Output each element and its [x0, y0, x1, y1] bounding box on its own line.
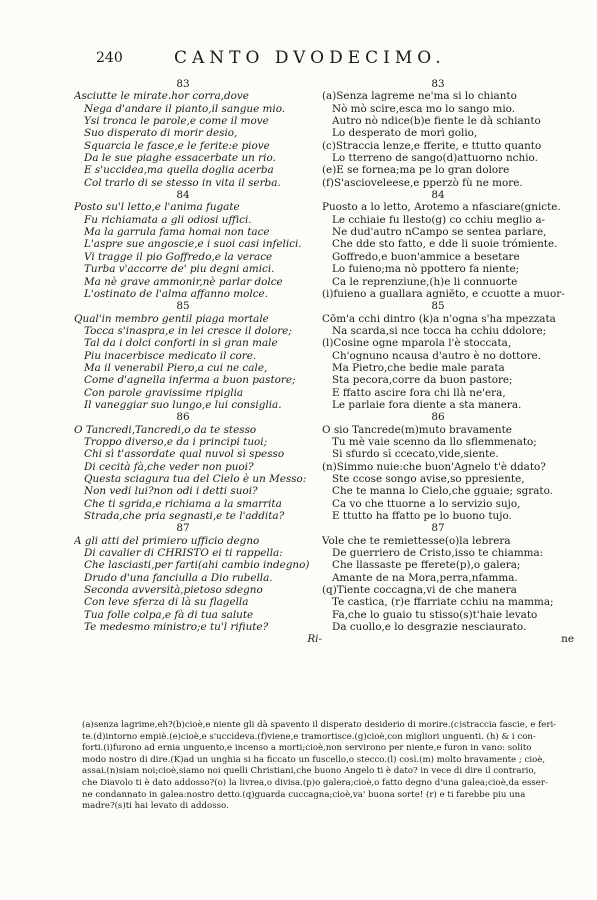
verse-line: Da cuollo,e lo desgrazie nesciaurato.	[332, 621, 527, 634]
verse-line: L'aspre sue angoscie,e i suoi casi infelici.	[84, 238, 302, 251]
stanza-number: 87	[176, 522, 190, 535]
verse-line: Vi tragge il pio Goffredo,e la verace	[84, 250, 273, 263]
verse-line: Chi sì t'assordate qual nuvol sì spesso	[84, 448, 285, 461]
verse-line: Strada,che pria segnasti,e te l'addita?	[84, 510, 285, 523]
catchword: ne	[561, 633, 574, 646]
footnote-line: (a)senza lagrime,eh?(b)cioè,e niente gli dà spavento il disperato desiderio di morire.(c)stracciа fascie, e feri-	[82, 720, 557, 730]
verse-line: Di cecità fà,che veder non puoi?	[84, 460, 254, 473]
verse-line: Ma Pietro,che bedie male parata	[332, 361, 505, 374]
verse-line: Ste ccose songo avise,so ppresiente,	[332, 473, 525, 485]
verse-line: Di cavalier di CHRISTO ei ti rappella:	[84, 547, 283, 560]
verse-line: Che lasciasti,per farti(ahi cambio indegno)	[84, 559, 310, 572]
footnote-line: assai.(n)siam noi;cioè,siamo noi quelli Christiani,che buono Angelo ti è dato? in vece di dire il contrario,	[82, 766, 537, 777]
stanza-number: 85	[431, 300, 445, 313]
running-header	[96, 48, 516, 70]
verse-line: Con parole gravissime ripiglia	[84, 386, 244, 399]
verse-line: Fu richiamata a gli odiosi uffici.	[84, 213, 252, 226]
verse-line: Goffredo,e buon'ammice a besetare	[332, 250, 520, 263]
verse-line: Si sfurdo sì ccecato,vide,siente.	[332, 448, 499, 461]
footnotes	[82, 720, 562, 813]
right-column-neapolitan-text	[322, 78, 574, 646]
verse-line: Troppo diverso,e da i principi tuoi;	[84, 435, 268, 448]
verse-line: E ttutto ha ffatto pe lo buono tujo.	[332, 510, 512, 523]
verse-line: Ma il venerabil Piero,a cui ne cale,	[84, 361, 268, 374]
verse-line: Tu mè vaie scenno da llo sflemmenato;	[332, 435, 537, 448]
verse-line: (n)Simmo nuie:che buon'Agnelo t'è ddato?	[322, 460, 546, 473]
verse-line: Da le sue piaghe essacerbate un rio.	[84, 152, 276, 165]
verse-line: Te medesmo ministro;e tu'l rifiute?	[84, 621, 269, 634]
footnote-line: modo nostro di dire.(K)ad un unghia si ha ficcato un fuscello,o stecco.(l) così.(m) molto bravamente ; cioè,	[82, 754, 546, 765]
verse-line: E s'uccidea,ma quella doglia acerba	[84, 164, 274, 177]
verse-line: Le parlaie fora diente a sta manera.	[332, 398, 522, 411]
verse-line: Come d'agnella inferma a buon pastore;	[84, 374, 296, 387]
verse-line: Turba v'accorre de' piu degni amici.	[84, 263, 275, 276]
verse-line: Ca le reprenziune,(h)e li connuorte	[332, 275, 518, 288]
verse-line: A gli atti del primiero ufficio degno	[74, 534, 260, 547]
verse-line: Posto su'l letto,e l'anima fugate	[74, 201, 240, 214]
verse-line: Che ti sgrida,e richiama a la smarrita	[84, 497, 282, 510]
verse-line: Sta pecora,corre da buon pastore;	[332, 374, 513, 387]
verse-line: Tal da i dolci conforti in sì gran male	[84, 337, 278, 350]
verse-line: Con leve sferza di là su flagella	[84, 596, 249, 609]
verse-line: Ne dud'autro nCampo se sentea parlare,	[332, 226, 547, 239]
verse-line: Te castica, (r)e ffarriate cchiu na mamma;	[332, 596, 554, 609]
verse-line: Non vedi lui?non odi i detti suoi?	[84, 485, 258, 498]
verse-line: Lo fuieno;ma nò ppotterо fa niente;	[332, 263, 520, 276]
footnote-line: madre?(s)ti hai levato di addosso.	[82, 801, 229, 812]
verse-line: Ysi tronca le parole,e come il move	[84, 115, 269, 128]
verse-line: Tocca s'inaspra,e in lei cresce il dolore;	[84, 324, 292, 337]
stanza-number: 86	[176, 411, 190, 424]
verse-line: Squarcia le fasce,e le ferite:e piove	[84, 139, 270, 152]
verse-line: Ma la garrula fama homai non tace	[84, 226, 270, 239]
verse-line: L'ostinato de l'alma affanno molce.	[84, 287, 269, 300]
verse-line: (q)Tiente coccagna,vi de che manera	[322, 584, 517, 597]
verse-line: Suo disperato di morir desio,	[84, 127, 238, 140]
verse-line: Col trarlo di se stesso in vita il serba.	[84, 176, 281, 189]
verse-line: Autro nò ndice(b)e fiente le dà schianto	[332, 115, 541, 128]
stanza-number: 84	[176, 189, 190, 202]
verse-line: Fa,che lo guaio tu stisso(s)t'haie levato	[332, 608, 538, 621]
verse-line: (f)S'ascioveleese,e pperzò fù ne more.	[322, 176, 523, 189]
verse-line: Vole che te remiettesse(o)la lebrera	[322, 534, 511, 547]
verse-line: Asciutte le mirate.hor corra,dove	[74, 90, 249, 103]
catchword: Ri-	[307, 633, 322, 646]
verse-line: Ch'ognuno ncausa d'autro è no dottore.	[332, 349, 541, 362]
verse-line: Drudo d'una fanciulla a Dio rubella.	[84, 571, 273, 584]
verse-line: Amante de na Mora,perra,nfamma.	[332, 571, 518, 584]
stanza-number: 85	[176, 300, 190, 313]
verse-line: Che dde sto fatto, e dde li suoie trómiente.	[332, 238, 558, 251]
verse-line: (l)Cosine ogne mparola l'è stoccata,	[322, 337, 512, 350]
left-column-italian-text	[74, 78, 322, 646]
verse-line: Tua folle colpa,e fà di tua salute	[84, 608, 254, 621]
verse-line: Nega d'andare il pianto,il sangue mio.	[84, 102, 286, 115]
verse-line: Lo tterreno de sango(d)attuorno nchio.	[332, 152, 538, 165]
stanza-number: 83	[431, 78, 445, 90]
page-number: 240	[96, 50, 123, 66]
verse-line: Seconda avversità,pietoso sdegno	[84, 584, 263, 597]
verse-line: Questa sciagura tua del Cielo è un Messo:	[84, 473, 307, 485]
verse-line: O sio Tancrede(m)muto bravamente	[322, 423, 512, 436]
verse-line: Ma nè grave ammonir,nè parlar dolce	[84, 275, 283, 288]
stanza-number: 83	[176, 78, 190, 90]
verse-line: (i)fuieno a guallara agniēto, e ccuotte a muor-	[322, 287, 565, 300]
stanza-number: 86	[431, 411, 445, 424]
verse-line: De guerriero de Cristo,isso te chiamma:	[332, 547, 544, 560]
verse-line: Lo desperato de morì golio,	[332, 127, 478, 140]
page-title: CANTO DVODECIMO.	[174, 48, 446, 68]
verse-line: Ca vo che ttuorne a lo servizio sujo,	[332, 497, 521, 510]
verse-line: (a)Senza lagreme ne'ma si lo chianto	[322, 90, 517, 103]
verse-line: Na scarda,si nce tocca ha cchiu ddolore;	[332, 324, 547, 337]
verse-line: Piu inacerbisce medicato il core.	[84, 349, 257, 362]
footnote-line: te.(d)intorno empiè.(e)cioè,e s'uccideva.(f)viene,e tramortisce.(g)cioè,con migliori unguenti. (h) & i con-	[82, 731, 536, 742]
verse-line: Nò mò scire,esca mo lo sango mio.	[332, 102, 516, 115]
footnote-line: forti.(i)furono ad ernia unguento,e incenso a morti;cioè,non servirono per niente,e furon in vano: solito	[82, 743, 532, 754]
verse-line: Qual'in membro gentil piaga mortale	[74, 312, 269, 325]
verse-line: (c)Straccia lenze,e fferite, e ttutto quanto	[322, 139, 542, 152]
stanza-number: 87	[431, 522, 445, 535]
stanza-number: 84	[431, 189, 445, 202]
verse-line: E ffatto ascire fora chi llà ne'era,	[332, 386, 506, 399]
verse-line: Cōm'a cchi dintro (k)a n'ogna s'ha mpezzata	[322, 312, 556, 325]
verse-line: Che te manna lo Cielo,che gguaie; sgrato.	[332, 485, 553, 498]
footnote-line: che Diavolo ti è dato addosso?(o) la livrea,o divisa.(p)o galera;cioè,o fatto degno d'una galea;cioè,da esser-	[82, 777, 548, 788]
verse-line: Che llassaste pe fferete(p),o galera;	[332, 559, 521, 572]
verse-line: Puosto a lo letto, Arotemo a nfasciare(gnicte.	[322, 201, 561, 214]
verse-line: Le cchiaie fu llesto(g) co cchiu meglio a-	[332, 213, 546, 226]
verse-line: O Tancredi,Tancredi,o da te stesso	[74, 423, 257, 436]
verse-line: (e)E se fornea;ma pe lo gran dolore	[322, 164, 510, 177]
footnote-line: ne condannato in galea:nostro detto.(q)guarda cuccagna;cioè,va' buona sorte! (r) e ti farebbe piu una	[82, 789, 526, 800]
verse-line: Il vaneggiar suo lungo,e lui consiglia.	[84, 398, 282, 411]
